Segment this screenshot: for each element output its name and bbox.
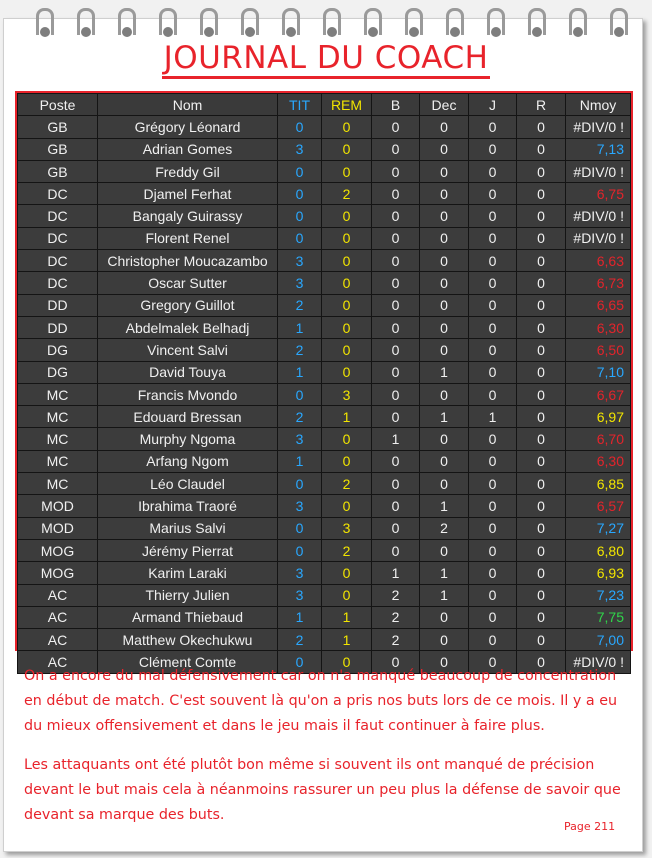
ring-icon [487, 8, 505, 35]
cell-b: 0 [372, 227, 420, 249]
cell-tit: 3 [278, 584, 322, 606]
table-row [18, 539, 631, 561]
cell-tit: 0 [278, 183, 322, 205]
cell-rem: 0 [322, 250, 372, 272]
cell-j: 0 [469, 651, 517, 673]
table-row [18, 406, 631, 428]
cell-dec: 0 [420, 316, 469, 338]
table-body [18, 116, 631, 673]
cell-rem: 0 [322, 227, 372, 249]
table-row [18, 339, 631, 361]
cell-b: 0 [372, 250, 420, 272]
cell-poste: DC [18, 272, 98, 294]
cell-r: 0 [517, 428, 566, 450]
comment-paragraph-2: Les attaquants ont été plutôt bon même si souvent ils ont manqué de précision devant le but mais cela à néanmoins rassurer un peu plus la défense de savoir que devant sa marque des buts. [24, 757, 621, 823]
cell-tit: 3 [278, 428, 322, 450]
cell-dec: 0 [420, 428, 469, 450]
cell-nom: Murphy Ngoma [98, 428, 278, 450]
cell-r: 0 [517, 272, 566, 294]
cell-rem: 3 [322, 383, 372, 405]
cell-dec: 0 [420, 383, 469, 405]
cell-nom: Jérémy Pierrat [98, 539, 278, 561]
cell-b: 0 [372, 138, 420, 160]
cell-j: 0 [469, 428, 517, 450]
cell-r: 0 [517, 517, 566, 539]
cell-tit: 3 [278, 562, 322, 584]
cell-j: 0 [469, 361, 517, 383]
cell-j: 0 [469, 539, 517, 561]
table-row [18, 517, 631, 539]
cell-poste: MOD [18, 495, 98, 517]
cell-nom: David Touya [98, 361, 278, 383]
cell-dec: 0 [420, 160, 469, 182]
cell-nom: Marius Salvi [98, 517, 278, 539]
cell-dec: 0 [420, 606, 469, 628]
cell-nmoy: #DIV/0 ! [566, 160, 631, 182]
cell-dec: 0 [420, 116, 469, 138]
cell-b: 0 [372, 361, 420, 383]
page-number: Page 211 [564, 820, 616, 833]
cell-tit: 3 [278, 138, 322, 160]
cell-b: 0 [372, 205, 420, 227]
cell-nmoy: 6,50 [566, 339, 631, 361]
cell-poste: MC [18, 406, 98, 428]
cell-rem: 0 [322, 294, 372, 316]
cell-nom: Florent Renel [98, 227, 278, 249]
cell-b: 0 [372, 651, 420, 673]
ring-icon [405, 8, 423, 35]
header-b: B [372, 94, 420, 116]
cell-nmoy: 6,30 [566, 316, 631, 338]
cell-nom: Freddy Gil [98, 160, 278, 182]
cell-tit: 1 [278, 450, 322, 472]
cell-r: 0 [517, 294, 566, 316]
cell-nmoy: 6,80 [566, 539, 631, 561]
cell-dec: 1 [420, 361, 469, 383]
cell-tit: 3 [278, 495, 322, 517]
cell-nmoy: 7,23 [566, 584, 631, 606]
ring-icon [569, 8, 587, 35]
cell-dec: 0 [420, 183, 469, 205]
cell-j: 0 [469, 250, 517, 272]
table-row [18, 495, 631, 517]
table-row [18, 227, 631, 249]
cell-j: 0 [469, 606, 517, 628]
cell-tit: 0 [278, 205, 322, 227]
cell-nom: Edouard Bressan [98, 406, 278, 428]
cell-rem: 3 [322, 517, 372, 539]
cell-poste: MOD [18, 517, 98, 539]
cell-b: 0 [372, 473, 420, 495]
ring-icon [323, 8, 341, 35]
header-j: J [469, 94, 517, 116]
cell-tit: 1 [278, 361, 322, 383]
cell-tit: 0 [278, 383, 322, 405]
cell-tit: 2 [278, 406, 322, 428]
ring-icon [528, 8, 546, 35]
cell-nom: Vincent Salvi [98, 339, 278, 361]
ring-icon [610, 8, 628, 35]
cell-nmoy: 6,57 [566, 495, 631, 517]
cell-b: 2 [372, 584, 420, 606]
cell-b: 0 [372, 339, 420, 361]
cell-poste: DD [18, 316, 98, 338]
cell-rem: 0 [322, 495, 372, 517]
ring-icon [364, 8, 382, 35]
player-stats-table [17, 93, 631, 674]
ring-icon [77, 8, 95, 35]
table-header-row [18, 94, 631, 116]
ring-icon [36, 8, 54, 35]
cell-rem: 0 [322, 316, 372, 338]
cell-nom: Christopher Moucazambo [98, 250, 278, 272]
cell-nmoy: #DIV/0 ! [566, 116, 631, 138]
cell-r: 0 [517, 539, 566, 561]
table-row [18, 361, 631, 383]
cell-j: 0 [469, 183, 517, 205]
cell-rem: 2 [322, 183, 372, 205]
cell-nom: Gregory Guillot [98, 294, 278, 316]
cell-nmoy: 6,75 [566, 183, 631, 205]
page-title-text: JOURNAL DU COACH [162, 40, 491, 79]
table-row [18, 205, 631, 227]
cell-dec: 0 [420, 138, 469, 160]
cell-r: 0 [517, 205, 566, 227]
cell-dec: 1 [420, 406, 469, 428]
cell-tit: 0 [278, 227, 322, 249]
cell-dec: 1 [420, 495, 469, 517]
cell-b: 2 [372, 606, 420, 628]
cell-nom: Arfang Ngom [98, 450, 278, 472]
cell-j: 0 [469, 294, 517, 316]
cell-nmoy: 6,97 [566, 406, 631, 428]
cell-rem: 0 [322, 361, 372, 383]
cell-rem: 0 [322, 651, 372, 673]
cell-dec: 2 [420, 517, 469, 539]
comment-paragraph-1: On a encore du mal défensivement car on n'a manqué beaucoup de concentration en début de match. C'est souvent là qu'on a pris nos buts lors de ce mois. Il y a eu du mieux offensivement et dans le jeu mais il faut continuer à faire plus. [24, 668, 618, 734]
cell-nom: Adrian Gomes [98, 138, 278, 160]
cell-b: 1 [372, 428, 420, 450]
cell-b: 0 [372, 183, 420, 205]
cell-b: 0 [372, 116, 420, 138]
header-poste: Poste [18, 94, 98, 116]
cell-dec: 0 [420, 227, 469, 249]
cell-rem: 1 [322, 406, 372, 428]
cell-j: 0 [469, 629, 517, 651]
cell-r: 0 [517, 651, 566, 673]
spiral-binding [0, 0, 652, 40]
cell-b: 0 [372, 406, 420, 428]
cell-r: 0 [517, 339, 566, 361]
cell-dec: 0 [420, 205, 469, 227]
cell-j: 0 [469, 160, 517, 182]
cell-rem: 0 [322, 160, 372, 182]
cell-r: 0 [517, 383, 566, 405]
cell-tit: 2 [278, 629, 322, 651]
cell-r: 0 [517, 406, 566, 428]
cell-tit: 0 [278, 517, 322, 539]
cell-nmoy: 6,63 [566, 250, 631, 272]
ring-icon [282, 8, 300, 35]
cell-j: 0 [469, 316, 517, 338]
cell-poste: AC [18, 651, 98, 673]
cell-r: 0 [517, 183, 566, 205]
cell-poste: GB [18, 116, 98, 138]
cell-r: 0 [517, 116, 566, 138]
cell-nom: Thierry Julien [98, 584, 278, 606]
cell-rem: 2 [322, 539, 372, 561]
cell-r: 0 [517, 473, 566, 495]
cell-rem: 0 [322, 116, 372, 138]
cell-j: 0 [469, 450, 517, 472]
ring-icon [159, 8, 177, 35]
cell-j: 0 [469, 116, 517, 138]
cell-j: 0 [469, 495, 517, 517]
table-row [18, 138, 631, 160]
table-row [18, 450, 631, 472]
cell-tit: 0 [278, 160, 322, 182]
cell-j: 0 [469, 272, 517, 294]
cell-poste: MC [18, 428, 98, 450]
ring-icon [241, 8, 259, 35]
cell-rem: 0 [322, 205, 372, 227]
cell-r: 0 [517, 138, 566, 160]
table-row [18, 473, 631, 495]
table-row [18, 606, 631, 628]
cell-b: 0 [372, 272, 420, 294]
table-row [18, 272, 631, 294]
cell-dec: 0 [420, 250, 469, 272]
table-row [18, 316, 631, 338]
cell-rem: 0 [322, 339, 372, 361]
cell-tit: 3 [278, 272, 322, 294]
table-row [18, 629, 631, 651]
cell-dec: 1 [420, 584, 469, 606]
table-row [18, 160, 631, 182]
header-rem: REM [322, 94, 372, 116]
table-row [18, 428, 631, 450]
header-nmoy: Nmoy [566, 94, 631, 116]
cell-tit: 1 [278, 606, 322, 628]
cell-nmoy: 6,70 [566, 428, 631, 450]
cell-nmoy: 7,00 [566, 629, 631, 651]
header-r: R [517, 94, 566, 116]
table-row [18, 116, 631, 138]
cell-poste: DG [18, 361, 98, 383]
cell-nom: Djamel Ferhat [98, 183, 278, 205]
table-row [18, 383, 631, 405]
cell-nmoy: #DIV/0 ! [566, 227, 631, 249]
cell-j: 0 [469, 205, 517, 227]
table-row [18, 183, 631, 205]
cell-tit: 0 [278, 539, 322, 561]
cell-j: 1 [469, 406, 517, 428]
cell-j: 0 [469, 227, 517, 249]
cell-r: 0 [517, 250, 566, 272]
cell-tit: 0 [278, 473, 322, 495]
cell-rem: 0 [322, 138, 372, 160]
cell-r: 0 [517, 606, 566, 628]
cell-nom: Grégory Léonard [98, 116, 278, 138]
cell-poste: MC [18, 383, 98, 405]
cell-nmoy: 6,85 [566, 473, 631, 495]
cell-tit: 2 [278, 294, 322, 316]
cell-poste: DD [18, 294, 98, 316]
cell-dec: 0 [420, 539, 469, 561]
cell-dec: 0 [420, 651, 469, 673]
cell-poste: GB [18, 160, 98, 182]
cell-r: 0 [517, 361, 566, 383]
cell-nom: Francis Mvondo [98, 383, 278, 405]
header-dec: Dec [420, 94, 469, 116]
cell-poste: MC [18, 473, 98, 495]
ring-icon [446, 8, 464, 35]
header-nom: Nom [98, 94, 278, 116]
table-row [18, 562, 631, 584]
cell-j: 0 [469, 517, 517, 539]
cell-nom: Oscar Sutter [98, 272, 278, 294]
cell-rem: 0 [322, 450, 372, 472]
cell-poste: AC [18, 606, 98, 628]
cell-j: 0 [469, 473, 517, 495]
table-row [18, 294, 631, 316]
cell-nmoy: 6,73 [566, 272, 631, 294]
cell-poste: GB [18, 138, 98, 160]
cell-dec: 0 [420, 450, 469, 472]
cell-rem: 0 [322, 428, 372, 450]
cell-nmoy: #DIV/0 ! [566, 205, 631, 227]
cell-poste: DC [18, 227, 98, 249]
cell-poste: AC [18, 584, 98, 606]
cell-nmoy: 6,30 [566, 450, 631, 472]
cell-b: 0 [372, 160, 420, 182]
cell-nmoy: 6,93 [566, 562, 631, 584]
cell-rem: 0 [322, 272, 372, 294]
cell-nmoy: 6,67 [566, 383, 631, 405]
cell-nom: Abdelmalek Belhadj [98, 316, 278, 338]
ring-icon [118, 8, 136, 35]
cell-b: 0 [372, 450, 420, 472]
cell-j: 0 [469, 383, 517, 405]
cell-r: 0 [517, 629, 566, 651]
cell-rem: 1 [322, 606, 372, 628]
cell-r: 0 [517, 495, 566, 517]
cell-b: 0 [372, 316, 420, 338]
cell-nom: Ibrahima Traoré [98, 495, 278, 517]
cell-b: 1 [372, 562, 420, 584]
cell-dec: 0 [420, 629, 469, 651]
cell-dec: 0 [420, 272, 469, 294]
cell-nom: Clément Comte [98, 651, 278, 673]
cell-b: 0 [372, 294, 420, 316]
cell-nmoy: #DIV/0 ! [566, 651, 631, 673]
cell-nmoy: 7,75 [566, 606, 631, 628]
header-tit: TIT [278, 94, 322, 116]
cell-r: 0 [517, 450, 566, 472]
cell-dec: 1 [420, 562, 469, 584]
cell-j: 0 [469, 138, 517, 160]
cell-b: 0 [372, 539, 420, 561]
cell-tit: 0 [278, 116, 322, 138]
cell-tit: 3 [278, 250, 322, 272]
cell-j: 0 [469, 562, 517, 584]
cell-j: 0 [469, 339, 517, 361]
cell-tit: 2 [278, 339, 322, 361]
table-row [18, 250, 631, 272]
ring-icon [200, 8, 218, 35]
cell-poste: MOG [18, 539, 98, 561]
cell-nmoy: 7,10 [566, 361, 631, 383]
cell-poste: MOG [18, 562, 98, 584]
cell-b: 0 [372, 495, 420, 517]
cell-nom: Matthew Okechukwu [98, 629, 278, 651]
stats-table-container [15, 91, 633, 671]
cell-nom: Léo Claudel [98, 473, 278, 495]
cell-nmoy: 7,13 [566, 138, 631, 160]
cell-r: 0 [517, 562, 566, 584]
cell-poste: DC [18, 250, 98, 272]
cell-r: 0 [517, 316, 566, 338]
cell-r: 0 [517, 584, 566, 606]
cell-poste: DG [18, 339, 98, 361]
cell-rem: 0 [322, 562, 372, 584]
cell-b: 2 [372, 629, 420, 651]
cell-poste: DC [18, 183, 98, 205]
cell-rem: 2 [322, 473, 372, 495]
cell-nom: Karim Laraki [98, 562, 278, 584]
cell-dec: 0 [420, 339, 469, 361]
cell-r: 0 [517, 227, 566, 249]
cell-dec: 0 [420, 473, 469, 495]
cell-poste: DC [18, 205, 98, 227]
cell-poste: MC [18, 450, 98, 472]
cell-tit: 0 [278, 651, 322, 673]
cell-rem: 0 [322, 584, 372, 606]
table-row [18, 584, 631, 606]
cell-nom: Armand Thiebaud [98, 606, 278, 628]
cell-nmoy: 6,65 [566, 294, 631, 316]
cell-rem: 1 [322, 629, 372, 651]
cell-dec: 0 [420, 294, 469, 316]
cell-b: 0 [372, 383, 420, 405]
cell-nmoy: 7,27 [566, 517, 631, 539]
cell-r: 0 [517, 160, 566, 182]
cell-poste: AC [18, 629, 98, 651]
cell-j: 0 [469, 584, 517, 606]
page-title [0, 40, 652, 76]
cell-tit: 1 [278, 316, 322, 338]
cell-nom: Bangaly Guirassy [98, 205, 278, 227]
cell-b: 0 [372, 517, 420, 539]
